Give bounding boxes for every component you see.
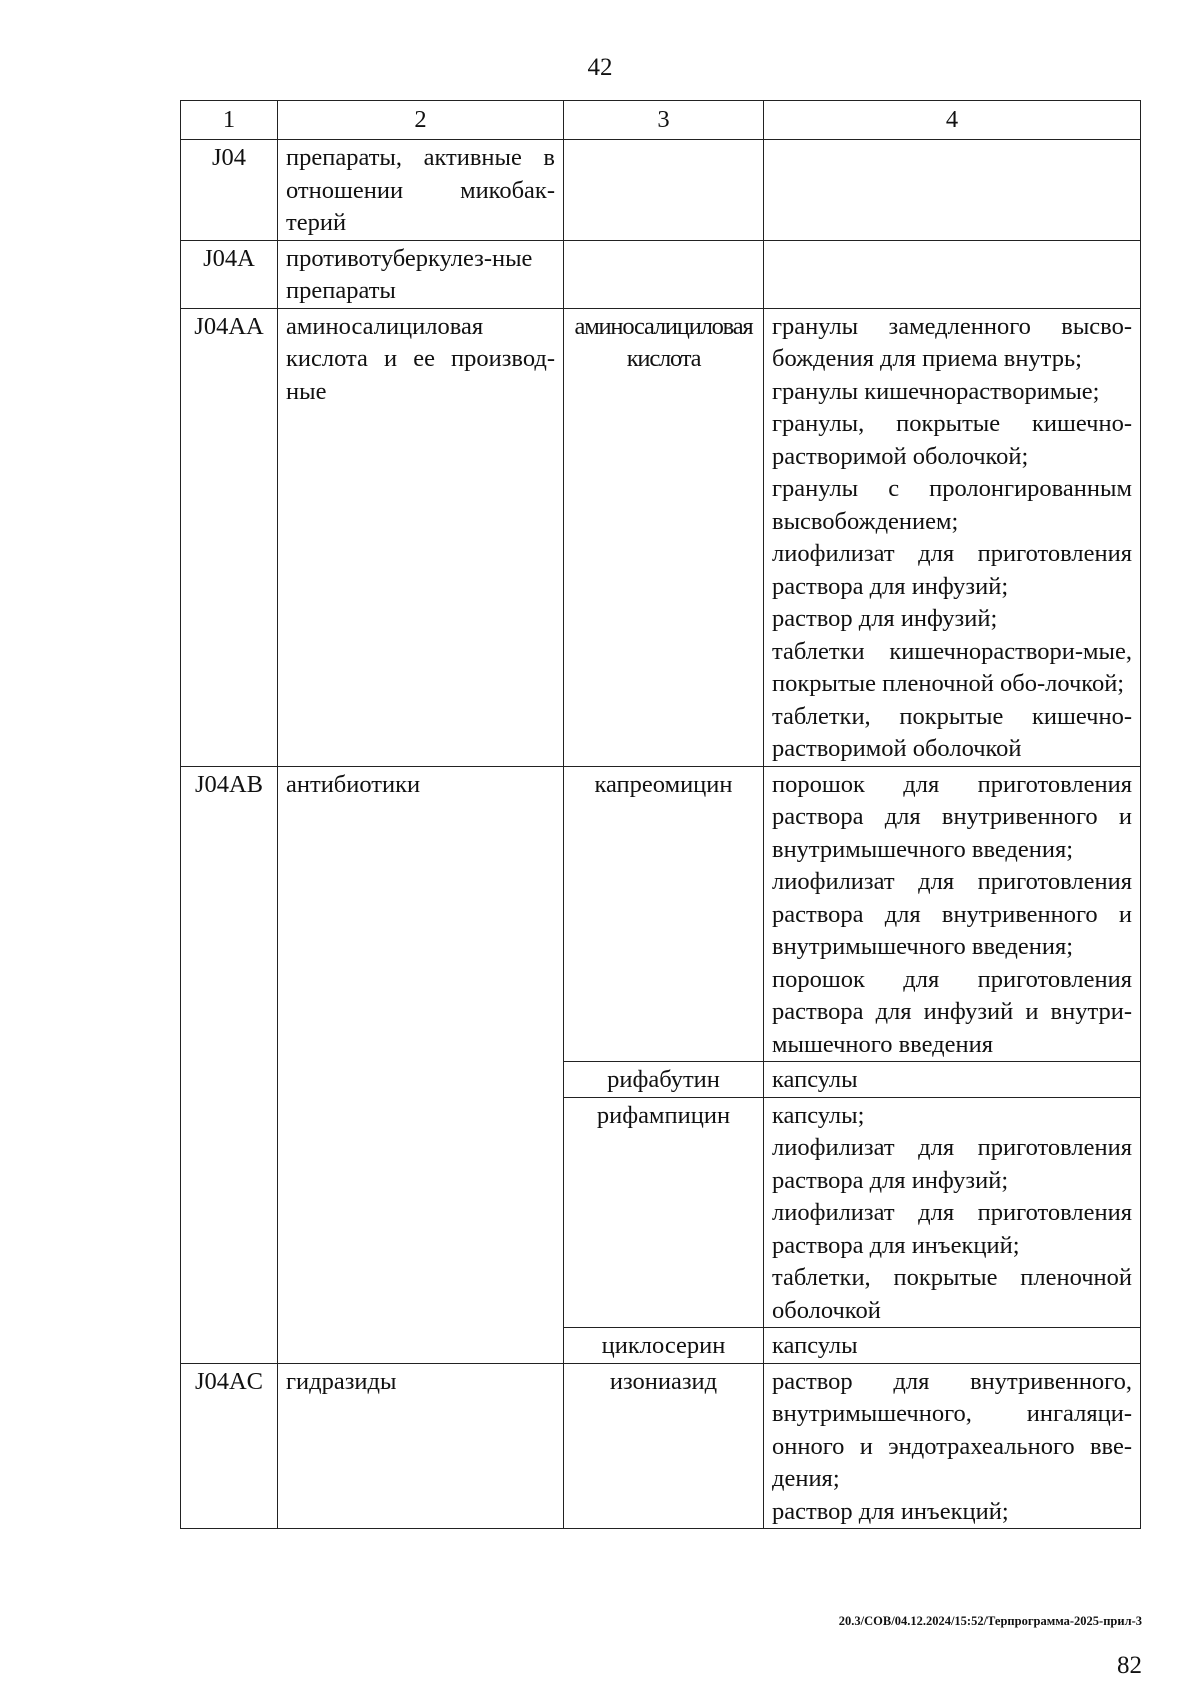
dosage-form: капсулы (772, 1332, 858, 1359)
dosage-form: раствор для инъекций; (772, 1497, 1009, 1525)
dosage-form: лиофилизат для приготовления раствора для внутривенного и внутримышечного введения; (772, 868, 1132, 960)
dosage-form: лиофилизат для приготовления раствора для инъекций; (772, 1199, 1132, 1259)
dosage-form: лиофилизат для приготовления раствора для инфузий; (772, 1134, 1132, 1194)
dosage-form: таблетки кишечнораствори-мые, покрытые пленочной обо-лочкой; (772, 637, 1132, 697)
dosage-forms (764, 1363, 1141, 1529)
dosage-form: капсулы (772, 1066, 858, 1093)
drug-name: аминосалициловая кислота (564, 308, 764, 766)
drug-name (564, 240, 764, 308)
dosage-form: гранулы кишечнорастворимые; (772, 377, 1100, 405)
page-number-top: 42 (587, 54, 613, 81)
atc-code: J04AC (181, 1363, 278, 1529)
dosage-form: гранулы, покрытые кишечно-растворимой оболочкой; (772, 410, 1132, 470)
dosage-form: раствор для инфузий; (772, 605, 998, 632)
column-header: 2 (278, 101, 564, 140)
drug-name (564, 140, 764, 241)
dosage-form: капсулы; (772, 1101, 865, 1129)
drug-table-container (180, 100, 1140, 1529)
atc-code: J04AB (181, 766, 278, 1363)
dosage-forms (764, 1097, 1141, 1328)
page-number-bottom: 82 (1117, 1652, 1142, 1679)
table-header-row (181, 101, 1141, 140)
dosage-forms (764, 1062, 1141, 1098)
drug-name: рифампицин (564, 1097, 764, 1328)
dosage-form: порошок для приготовления раствора для внутривенного и внутримышечного введения; (772, 770, 1132, 863)
table-row (181, 308, 1141, 766)
dosage-form: таблетки, покрытые кишечно-растворимой оболочкой (772, 702, 1132, 762)
drug-name: рифабутин (564, 1062, 764, 1098)
drug-table (180, 100, 1141, 1529)
dosage-form: гранулы замедленного высво-бождения для приема внутрь; (772, 312, 1132, 372)
drug-name: циклосерин (564, 1328, 764, 1364)
table-row (181, 140, 1141, 241)
atc-code: J04A (181, 240, 278, 308)
column-header: 4 (764, 101, 1141, 140)
column-header: 1 (181, 101, 278, 140)
dosage-form: лиофилизат для приготовления раствора для инфузий; (772, 540, 1132, 600)
dosage-forms (764, 240, 1141, 308)
table-row (181, 1363, 1141, 1529)
drug-name: изониазид (564, 1363, 764, 1529)
dosage-form: таблетки, покрытые пленочной оболочкой (772, 1264, 1132, 1324)
dosage-form: гранулы с пролонгированным высвобождением; (772, 475, 1132, 535)
atc-code: J04AA (181, 308, 278, 766)
atc-code: J04 (181, 140, 278, 241)
column-header: 3 (564, 101, 764, 140)
table-row (181, 766, 1141, 1062)
table-row (181, 240, 1141, 308)
dosage-forms (764, 140, 1141, 241)
document-reference: 20.3/СОВ/04.12.2024/15:52/Терпрограмма-2025-прил-3 (838, 1614, 1142, 1628)
group-name: препараты, активные в отношении микобак-терий (278, 140, 564, 241)
dosage-forms (764, 766, 1141, 1062)
dosage-forms (764, 308, 1141, 766)
dosage-form: раствор для внутривенного, внутримышечного, ингаляци-онного и эндотрахеального вве-дения; (772, 1367, 1132, 1492)
group-name: противотуберкулез-ные препараты (278, 240, 564, 308)
group-name: антибиотики (278, 766, 564, 1363)
drug-name: капреомицин (564, 766, 764, 1062)
group-name: гидразиды (278, 1363, 564, 1529)
dosage-forms (764, 1328, 1141, 1364)
dosage-form: порошок для приготовления раствора для инфузий и внутри-мышечного введения (772, 965, 1132, 1058)
group-name: аминосалициловая кислота и ее производ-ные (278, 308, 564, 766)
